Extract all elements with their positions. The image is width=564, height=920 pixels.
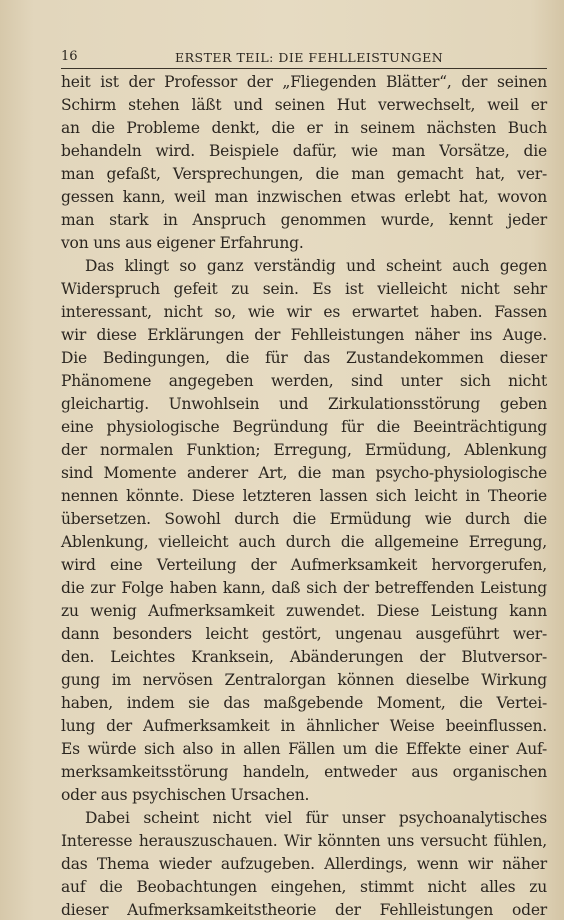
text-line: haben, indem sie das maßgebende Moment, die Vertei- xyxy=(61,694,547,712)
text-line: Dabei scheint nicht viel für unser psychoanalytisches xyxy=(85,809,547,827)
text-line: gessen kann, weil man inzwischen etwas erlebt hat, wovon xyxy=(61,188,547,206)
text-line: eine physiologische Begründung für die Beeinträchtigung xyxy=(61,418,547,436)
text-line: man gefaßt, Versprechungen, die man gemacht hat, ver- xyxy=(61,165,547,183)
text-line: interessant, nicht so, wie wir es erwartet haben. Fassen xyxy=(61,303,547,321)
text-line: behandeln wird. Beispiele dafür, wie man Vorsätze, die xyxy=(61,142,547,160)
text-line: Widerspruch gefeit zu sein. Es ist vielleicht nicht sehr xyxy=(61,280,547,298)
text-line: gung im nervösen Zentralorgan können dieselbe Wirkung xyxy=(61,671,547,689)
text-line: merksamkeitsstörung handeln, entweder aus organischen xyxy=(61,763,547,781)
text-line: nennen könnte. Diese letzteren lassen sich leicht in Theorie xyxy=(61,487,547,505)
text-line: den. Leichtes Kranksein, Abänderungen der Blutversor- xyxy=(61,648,547,666)
body-text xyxy=(61,71,547,920)
text-line: zu wenig Aufmerksamkeit zuwendet. Diese Leistung kann xyxy=(61,602,547,620)
text-line: sind Momente anderer Art, die man psycho-physiologische xyxy=(61,464,547,482)
text-line: an die Probleme denkt, die er in seinem nächsten Buch xyxy=(61,119,547,137)
text-line: wird eine Verteilung der Aufmerksamkeit hervorgerufen, xyxy=(61,556,547,574)
text-line: die zur Folge haben kann, daß sich der betreffenden Leistung xyxy=(61,579,547,597)
text-line: wir diese Erklärungen der Fehlleistungen näher ins Auge. xyxy=(61,326,547,344)
header-rule xyxy=(61,68,547,69)
text-line: das Thema wieder aufzugeben. Allerdings, wenn wir näher xyxy=(61,855,547,873)
text-line: Interesse herauszuschauen. Wir könnten uns versucht fühlen, xyxy=(61,832,547,850)
text-line: Schirm stehen läßt und seinen Hut verwechselt, weil er xyxy=(61,96,547,114)
text-line: oder aus psychischen Ursachen. xyxy=(61,786,310,804)
chapter-title: ERSTER TEIL: DIE FEHLLEISTUNGEN xyxy=(175,50,444,65)
text-line: Ablenkung, vielleicht auch durch die allgemeine Erregung, xyxy=(61,533,547,551)
text-line: Die Bedingungen, die für das Zustandekommen dieser xyxy=(61,349,547,367)
text-line: auf die Beobachtungen eingehen, stimmt nicht alles zu xyxy=(61,878,547,896)
text-line: Es würde sich also in allen Fällen um die Effekte einer Auf- xyxy=(61,740,547,758)
text-line: man stark in Anspruch genommen wurde, kennt jeder xyxy=(61,211,547,229)
page-number: 16 xyxy=(61,49,78,64)
text-line: der normalen Funktion; Erregung, Ermüdung, Ablenkung xyxy=(61,441,547,459)
text-line: lung der Aufmerksamkeit in ähnlicher Weise beeinflussen. xyxy=(61,717,547,735)
text-line: gleichartig. Unwohlsein und Zirkulationsstörung geben xyxy=(61,395,547,413)
text-line: heit ist der Professor der „Fliegenden Blätter“, der seinen xyxy=(61,73,547,91)
running-head xyxy=(61,47,547,69)
text-line: Das klingt so ganz verständig und scheint auch gegen xyxy=(85,257,547,275)
text-line: übersetzen. Sowohl durch die Ermüdung wie durch die xyxy=(61,510,547,528)
text-line: dann besonders leicht gestört, ungenau ausgeführt wer- xyxy=(61,625,547,643)
text-line: dieser Aufmerksamkeitstheorie der Fehlleistungen oder xyxy=(61,901,547,919)
text-line: von uns aus eigener Erfahrung. xyxy=(61,234,304,252)
text-line: Phänomene angegeben werden, sind unter sich nicht xyxy=(61,372,547,390)
